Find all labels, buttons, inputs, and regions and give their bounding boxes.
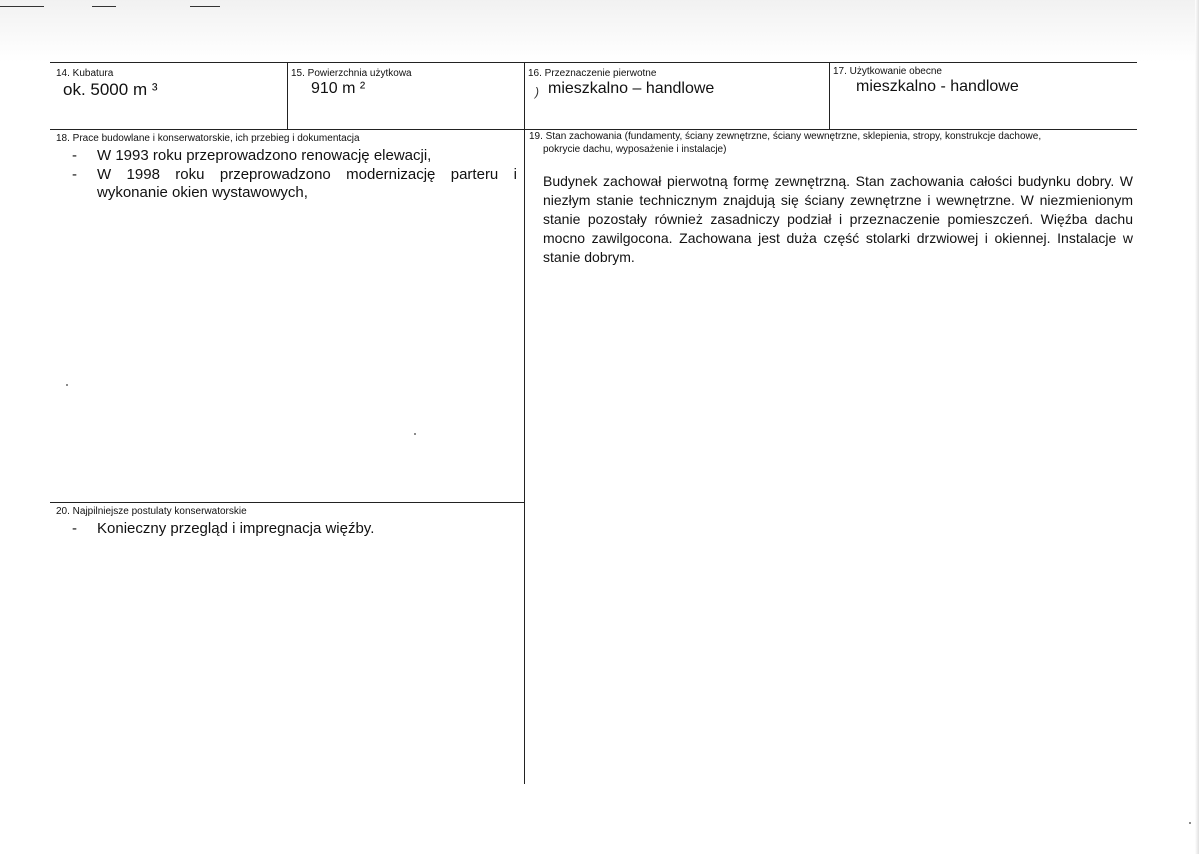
field-19-label-line-1: 19. Stan zachowania (fundamenty, ściany zewnętrzne, ściany wewnętrzne, sklepienia, stropy, konstrukcje dachowe, [529,131,1042,142]
handwritten-mark: ) [535,85,539,99]
list-bullet: - [72,520,77,537]
field-20-item-1: Konieczny przegląd i impregnacja więźby. [97,520,375,537]
scan-mark [92,6,116,7]
row-divider [50,129,1137,130]
field-19-label-line-2: pokrycie dachu, wyposażenie i instalacje) [543,144,727,155]
column-divider-16-17 [829,62,830,129]
field-15-value: 910 m ² [311,80,366,97]
scan-top-strip [0,0,1199,62]
list-bullet: - [72,166,77,183]
list-bullet: - [72,147,77,164]
field-20-label: 20. Najpilniejsze postulaty konserwatorskie [56,506,247,517]
section-20-divider [50,502,525,503]
scan-mark [190,6,220,7]
field-16-value: mieszkalno – handlowe [548,80,715,97]
scan-speck [1189,822,1191,824]
field-19-text: Budynek zachował pierwotną formę zewnętrzną. Stan zachowania całości budynku dobry. W niezłym stanie technicznym znajdują się ściany zewnętrzne i wewnętrzne. W niezmienionym stanie pozostały również zasadniczy podział i przeznaczenie pomieszczeń. Więźba dachu mocno zawilgocona. Zachowana jest duża część stolarki drzwiowej i okiennej. Instalacje w stanie dobrym. [543,173,1133,265]
field-14-value: ok. 5000 m ³ [63,80,158,99]
scan-mark [0,6,44,7]
field-17-label: 17. Użytkowanie obecne [833,66,942,77]
field-14-label: 14. Kubatura [56,68,114,79]
scan-speck [66,384,68,386]
column-divider-main [524,62,525,784]
field-15-label: 15. Powierzchnia użytkowa [291,68,412,79]
scan-right-edge [1195,0,1199,854]
scan-speck [414,433,416,435]
field-18-item-2: W 1998 roku przeprowadzono modernizację parteru i wykonanie okien wystawowych, [97,166,517,201]
column-divider-14-15 [287,62,288,129]
field-18-label: 18. Prace budowlane i konserwatorskie, ich przebieg i dokumentacja [56,133,360,144]
field-17-value: mieszkalno - handlowe [856,78,1019,95]
field-16-label: 16. Przeznaczenie pierwotne [528,68,657,79]
field-18-item-1: W 1993 roku przeprowadzono renowację elewacji, [97,147,432,164]
row-top-border [50,62,1137,63]
